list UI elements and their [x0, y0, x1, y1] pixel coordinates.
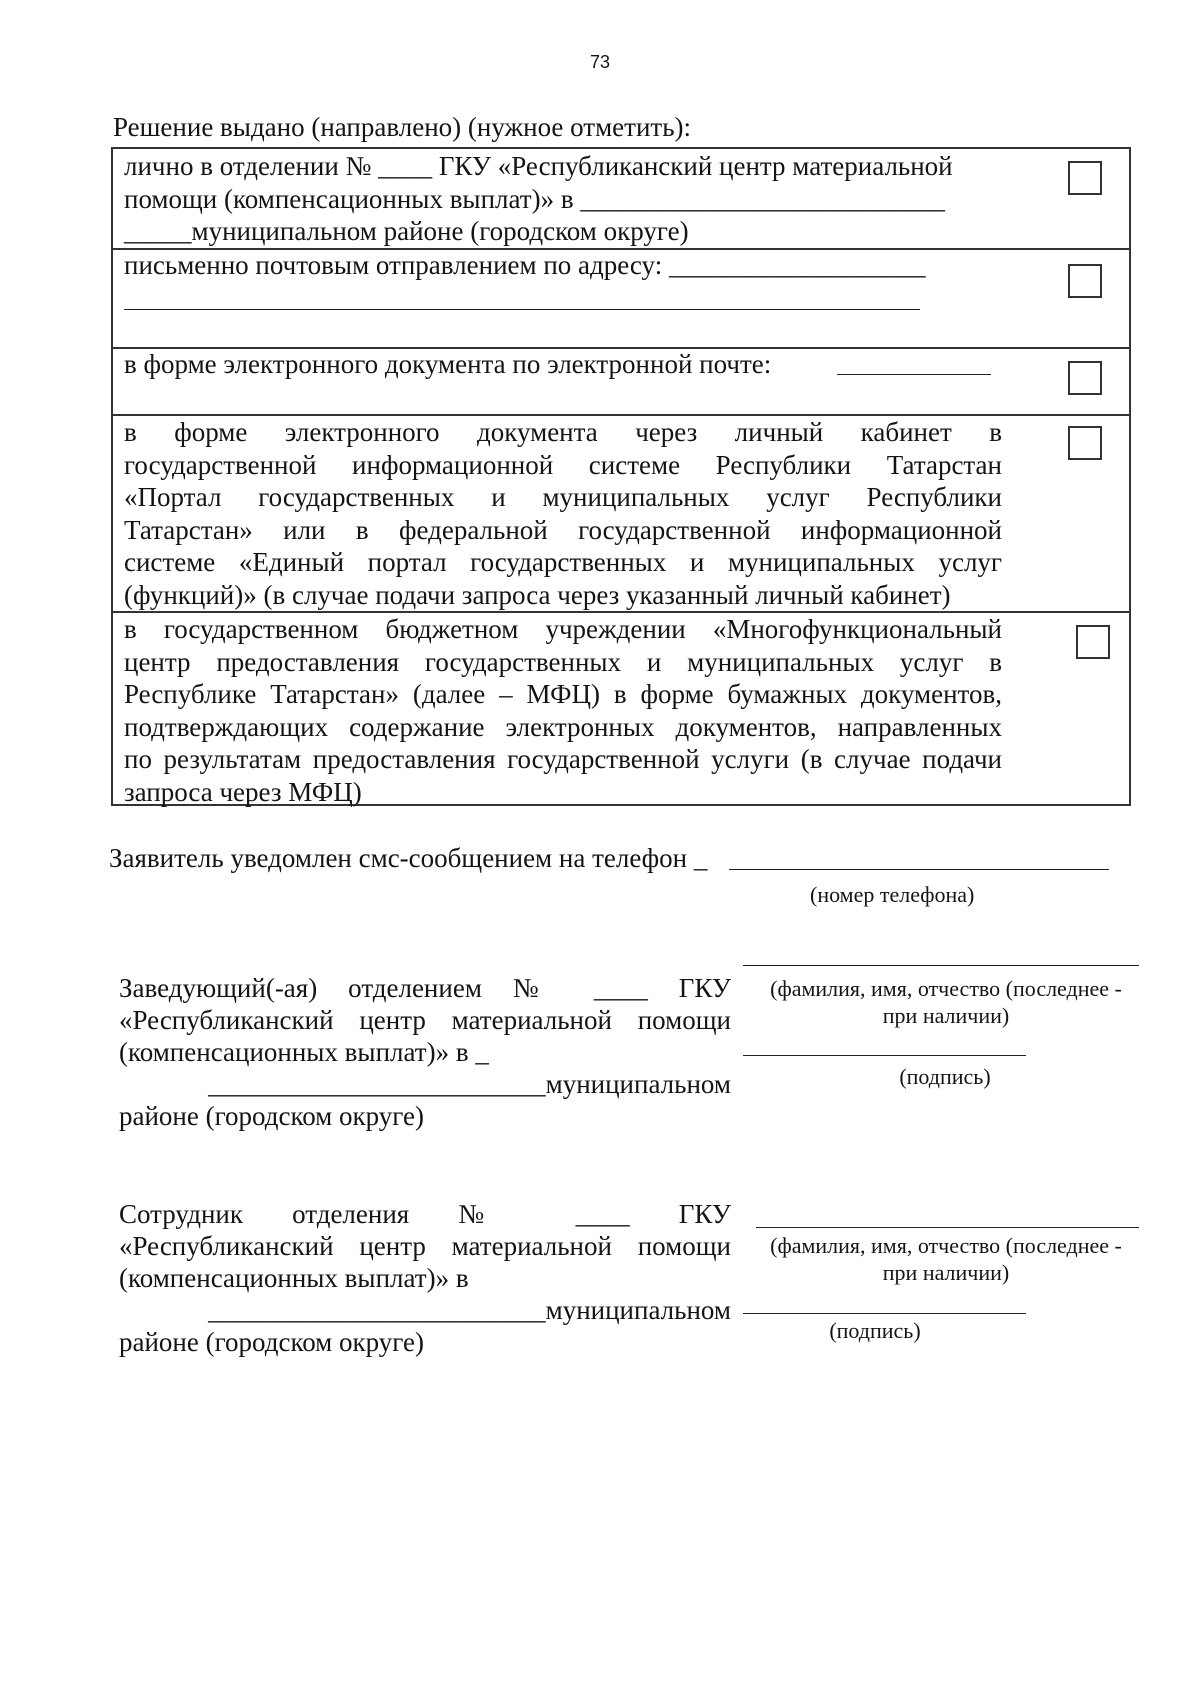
head-signature-line[interactable] — [743, 1055, 1026, 1056]
address-blank-line[interactable] — [124, 309, 920, 310]
email-blank-line[interactable] — [837, 374, 991, 375]
phone-caption: (номер телефона) — [810, 882, 975, 907]
delivery-options-table — [111, 147, 1131, 806]
head-fio-line[interactable] — [743, 965, 1139, 966]
option-text-line: центр предоставления государственных и муниципальных услуг в — [124, 646, 1002, 677]
head-signature-caption: (подпись) — [899, 1064, 991, 1089]
employee-signature-line[interactable] — [743, 1313, 1026, 1314]
checkbox-in-person[interactable] — [1068, 161, 1102, 195]
page-number: 73 — [589, 52, 611, 72]
option-text-line: письменно почтовым отправлением по адресу: ___________________ — [124, 250, 926, 280]
option-text-line: лично в отделении № ____ ГКУ «Республиканский центр материальной — [124, 151, 953, 181]
option-text-line: _____муниципальном районе (городском округе) — [124, 216, 689, 246]
head-fio-caption-2: при наличии) — [882, 1003, 1010, 1028]
employee-fio-caption-2: при наличии) — [882, 1260, 1010, 1285]
decision-title: Решение выдано (направлено) (нужное отметить): — [113, 112, 692, 142]
checkbox-post[interactable] — [1068, 264, 1102, 298]
checkbox-personal-account[interactable] — [1068, 426, 1102, 460]
option-row-in-person — [113, 149, 1129, 250]
option-text-line: в форме электронного документа через личный кабинет в — [124, 417, 1002, 447]
option-text-line: Республике Татарстан» (далее – МФЦ) в форме бумажных документов, — [124, 679, 1002, 709]
option-row-email — [113, 349, 1129, 416]
head-fio-caption-1: (фамилия, имя, отчество (последнее - — [770, 976, 1122, 1001]
employee-text-line: «Республиканский центр материальной помощи — [119, 1231, 731, 1261]
employee-text-line: Сотрудник отделения № ____ ГКУ — [119, 1199, 731, 1229]
option-text-line: «Портал государственных и муниципальных услуг Республики — [124, 482, 1002, 512]
head-text-line: (компенсационных выплат)» в _ — [119, 1037, 489, 1067]
option-text-line: в государственном бюджетном учреждении «Многофункциональный — [124, 614, 1002, 644]
head-text-line: «Республиканский центр материальной помощи — [119, 1005, 731, 1035]
option-row-mfc — [113, 613, 1129, 808]
employee-text-line: _________________________муниципальном — [208, 1295, 731, 1325]
head-text-line: _________________________муниципальном — [208, 1069, 731, 1099]
sms-notification-label: Заявитель уведомлен смс-сообщением на телефон _ — [109, 843, 708, 873]
option-text-line: запроса через МФЦ) — [124, 776, 362, 807]
checkbox-mfc[interactable] — [1076, 625, 1110, 659]
option-row-post — [113, 250, 1129, 349]
employee-text-line: районе (городском округе) — [119, 1327, 424, 1357]
option-text-line: помощи (компенсационных выплат)» в ___________________________ — [124, 183, 945, 214]
phone-blank-line[interactable] — [729, 869, 1109, 870]
head-of-department-block — [119, 972, 731, 1132]
option-text-line: по результатам предоставления государственной услуги (в случае подачи — [124, 744, 1002, 774]
employee-block — [119, 1198, 731, 1358]
option-text-line: (функций)» (в случае подачи запроса через указанный личный кабинет) — [124, 579, 951, 610]
option-text-line: государственной информационной системе Республики Татарстан — [124, 449, 1002, 480]
head-text-line: районе (городском округе) — [119, 1101, 424, 1131]
option-text-line: подтверждающих содержание электронных документов, направленных — [124, 711, 1002, 742]
head-text-line: Заведующий(-ая) отделением № ____ ГКУ — [119, 973, 731, 1003]
checkbox-email[interactable] — [1068, 361, 1102, 395]
option-text-line: в форме электронного документа по электронной почте: — [124, 349, 772, 379]
option-text-line: Татарстан» или в федеральной государственной информационной — [124, 514, 1002, 545]
employee-text-line: (компенсационных выплат)» в — [119, 1263, 469, 1293]
employee-fio-caption-1: (фамилия, имя, отчество (последнее - — [770, 1233, 1122, 1258]
employee-signature-caption: (подпись) — [829, 1318, 921, 1343]
employee-fio-line[interactable] — [756, 1227, 1139, 1228]
option-text-line: системе «Единый портал государственных и муниципальных услуг — [124, 547, 1002, 577]
option-row-personal-account — [113, 416, 1129, 613]
